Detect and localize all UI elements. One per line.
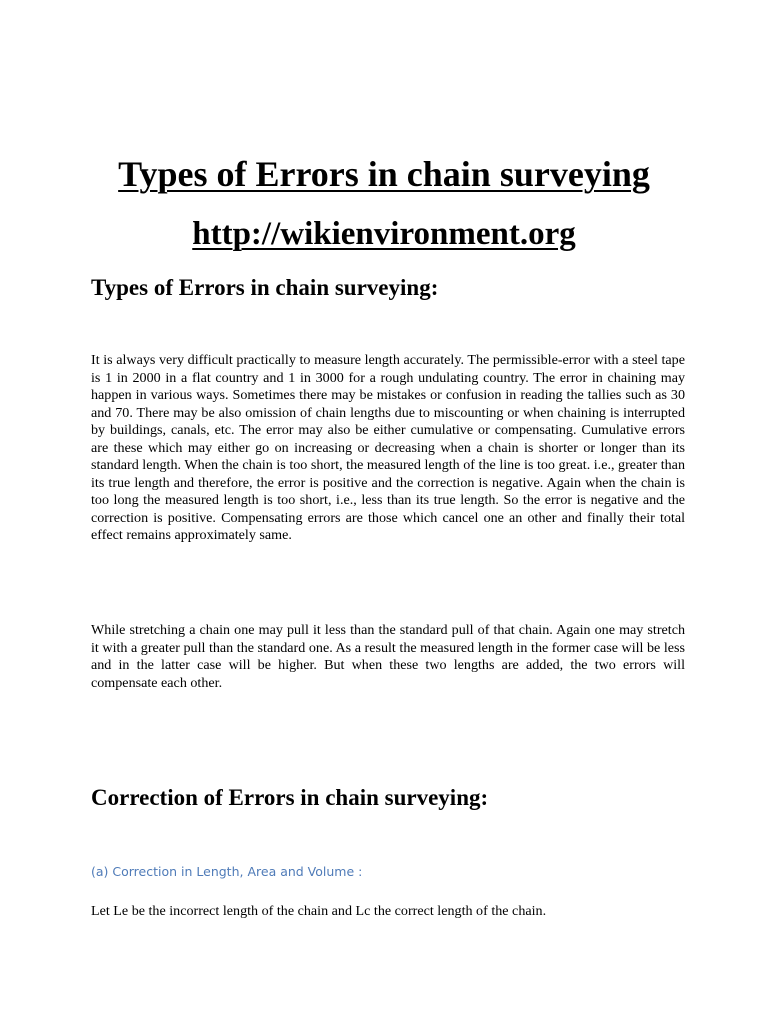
section-heading-types: Types of Errors in chain surveying: — [91, 275, 439, 300]
document-title: Types of Errors in chain surveying — [118, 154, 650, 194]
paragraph-stretching: While stretching a chain one may pull it less than the standard pull of that chain. Again one may stretch it with a greater pull than the standard one. As a result the measured length in the former case will be less and in the latter case will be higher. But when these two lengths are added, the two errors will compensate each other. — [91, 622, 685, 691]
paragraph-chain-length: Let Le be the incorrect length of the chain and Lc the correct length of the chain. — [91, 903, 547, 919]
source-url[interactable]: http://wikienvironment.org — [192, 216, 576, 252]
section-heading-correction: Correction of Errors in chain surveying: — [91, 785, 489, 810]
subheading-correction-length: (a) Correction in Length, Area and Volume : — [91, 864, 363, 879]
paragraph-errors-intro: It is always very difficult practically to measure length accurately. The permissible-error with a steel tape is 1 in 2000 in a flat country and 1 in 3000 for a rough undulating country. The error in chaining may happen in various ways. Sometimes there may be mistakes or confusion in reading the tallies such as 30 and 70. There may be also omission of chain lengths due to miscounting or when chaining is interrupted by buildings, canals, etc. The error may also be either cumulative or compensating. Cumulative errors are these which may either go on increasing or decreasing when a chain is shorter or longer than its standard length. When the chain is too short, the measured length of the line is too great. i.e., greater than its true length and therefore, the error is positive and the correction is negative. Again when the chain is too long the measured length is too short, i.e., less than its true length. So the error is negative and the correction is positive. Compensating errors are those which cancel one an other and finally their total effect remains approximately same. — [91, 352, 685, 543]
